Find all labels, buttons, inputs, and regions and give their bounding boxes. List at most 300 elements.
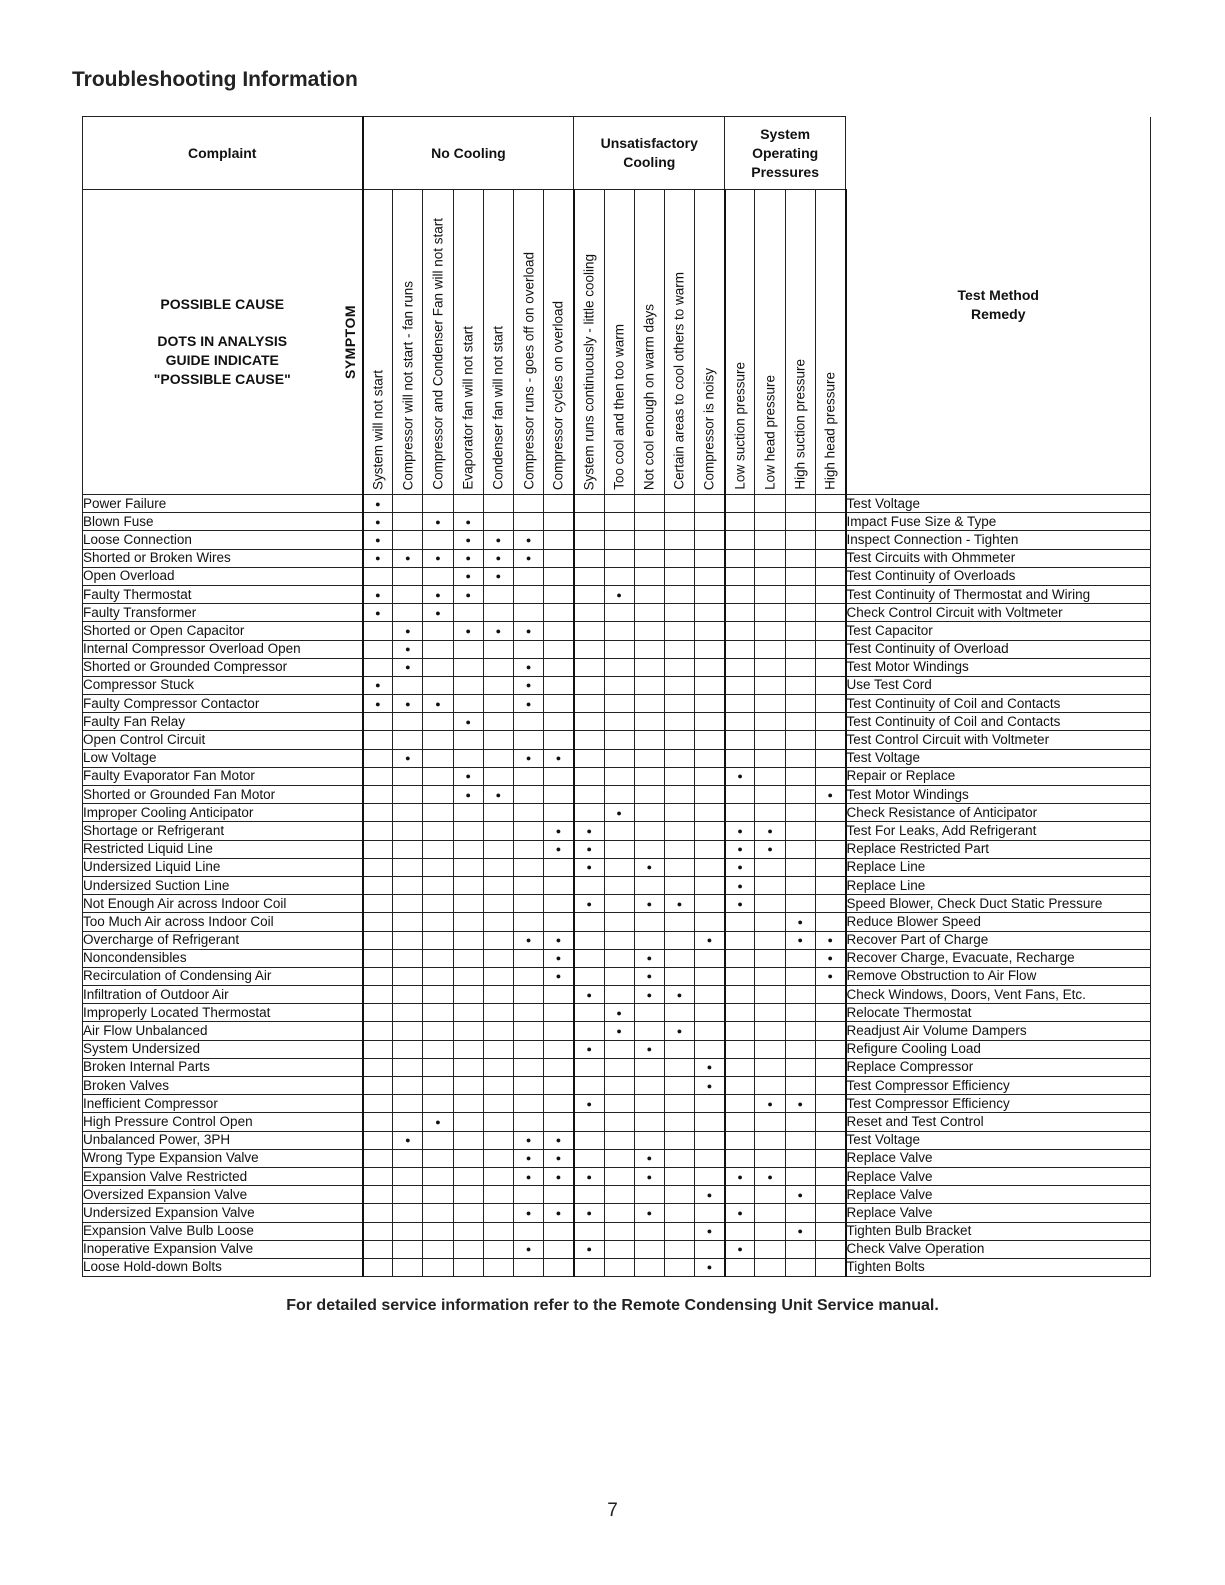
empty-cell: [634, 913, 664, 931]
empty-cell: [483, 731, 513, 749]
cause-dot: ●: [453, 713, 483, 731]
symptom-header: [393, 190, 423, 495]
empty-cell: [725, 1058, 755, 1076]
group-header: System Operating Pressures: [725, 117, 846, 190]
empty-cell: [634, 513, 664, 531]
cause-dot: ●: [574, 1167, 604, 1185]
empty-cell: [755, 876, 785, 894]
symptom-header: [664, 190, 694, 495]
empty-cell: [393, 585, 423, 603]
empty-cell: [363, 822, 393, 840]
empty-cell: [695, 549, 725, 567]
header-row: [83, 117, 1151, 190]
empty-cell: [725, 949, 755, 967]
empty-cell: [423, 967, 453, 985]
cause-dot: ●: [513, 1131, 543, 1149]
empty-cell: [544, 658, 574, 676]
empty-cell: [453, 913, 483, 931]
cause-dot: ●: [544, 1149, 574, 1167]
empty-cell: [483, 1095, 513, 1113]
symptom-label: SYMPTOM: [341, 304, 358, 380]
empty-cell: [574, 1077, 604, 1095]
empty-cell: [785, 967, 815, 985]
table-row: [83, 931, 1151, 949]
empty-cell: [634, 1240, 664, 1258]
empty-cell: [483, 1058, 513, 1076]
cause-dot: ●: [604, 804, 634, 822]
empty-cell: [363, 1258, 393, 1276]
empty-cell: [544, 1186, 574, 1204]
empty-cell: [453, 1095, 483, 1113]
empty-cell: [604, 1113, 634, 1131]
empty-cell: [423, 895, 453, 913]
empty-cell: [544, 804, 574, 822]
empty-cell: [725, 1113, 755, 1131]
empty-cell: [604, 1258, 634, 1276]
empty-cell: [785, 949, 815, 967]
empty-cell: [815, 1040, 845, 1058]
empty-cell: [634, 1222, 664, 1240]
empty-cell: [785, 986, 815, 1004]
symptom-label-text: Evaporator fan will not start: [460, 326, 476, 490]
empty-cell: [423, 804, 453, 822]
empty-cell: [393, 731, 423, 749]
empty-cell: [393, 713, 423, 731]
empty-cell: [664, 622, 694, 640]
remedy-cell: Test Continuity of Coil and Contacts: [846, 713, 1151, 731]
empty-cell: [544, 1095, 574, 1113]
empty-cell: [363, 1040, 393, 1058]
cause-cell: Shortage or Refrigerant: [83, 822, 363, 840]
remedy-cell: Replace Line: [846, 876, 1151, 894]
empty-cell: [483, 713, 513, 731]
empty-cell: [725, 495, 755, 513]
cause-dot: ●: [695, 1186, 725, 1204]
empty-cell: [483, 676, 513, 694]
cause-cell: Faulty Thermostat: [83, 585, 363, 603]
cause-dot: ●: [755, 1167, 785, 1185]
empty-cell: [544, 604, 574, 622]
empty-cell: [695, 876, 725, 894]
empty-cell: [785, 1040, 815, 1058]
empty-cell: [695, 858, 725, 876]
cause-dot: ●: [574, 858, 604, 876]
empty-cell: [453, 1004, 483, 1022]
empty-cell: [513, 986, 543, 1004]
cause-dot: ●: [544, 749, 574, 767]
cause-cell: Undersized Liquid Line: [83, 858, 363, 876]
empty-cell: [785, 1240, 815, 1258]
empty-cell: [695, 604, 725, 622]
cause-dot: ●: [785, 913, 815, 931]
empty-cell: [695, 1095, 725, 1113]
empty-cell: [785, 767, 815, 785]
empty-cell: [574, 585, 604, 603]
empty-cell: [755, 1258, 785, 1276]
symptom-label-text: Too cool and then too warm: [611, 324, 627, 490]
empty-cell: [363, 1131, 393, 1149]
empty-cell: [544, 1258, 574, 1276]
empty-cell: [815, 876, 845, 894]
table-row: [83, 1149, 1151, 1167]
remedy-cell: Inspect Connection - Tighten: [846, 531, 1151, 549]
empty-cell: [725, 1149, 755, 1167]
empty-cell: [393, 1058, 423, 1076]
cause-cell: Undersized Suction Line: [83, 876, 363, 894]
cause-cell: Compressor Stuck: [83, 676, 363, 694]
table-row: [83, 804, 1151, 822]
empty-cell: [725, 676, 755, 694]
possible-cause-line: "POSSIBLE CAUSE": [153, 371, 291, 387]
empty-cell: [483, 1186, 513, 1204]
empty-cell: [513, 895, 543, 913]
empty-cell: [815, 1186, 845, 1204]
empty-cell: [785, 1204, 815, 1222]
cause-dot: ●: [393, 749, 423, 767]
cause-dot: ●: [725, 858, 755, 876]
empty-cell: [755, 495, 785, 513]
cause-cell: Expansion Valve Restricted: [83, 1167, 363, 1185]
empty-cell: [604, 676, 634, 694]
empty-cell: [453, 1058, 483, 1076]
empty-cell: [513, 840, 543, 858]
empty-cell: [755, 895, 785, 913]
empty-cell: [785, 1113, 815, 1131]
empty-cell: [423, 1022, 453, 1040]
troubleshooting-table: [82, 116, 1151, 1277]
cause-cell: Inoperative Expansion Valve: [83, 1240, 363, 1258]
empty-cell: [453, 931, 483, 949]
cause-cell: Shorted or Open Capacitor: [83, 622, 363, 640]
empty-cell: [755, 658, 785, 676]
cause-dot: ●: [634, 858, 664, 876]
empty-cell: [725, 513, 755, 531]
empty-cell: [544, 1240, 574, 1258]
empty-cell: [544, 1022, 574, 1040]
empty-cell: [393, 1004, 423, 1022]
empty-cell: [815, 986, 845, 1004]
empty-cell: [544, 640, 574, 658]
empty-cell: [393, 513, 423, 531]
empty-cell: [544, 986, 574, 1004]
empty-cell: [664, 495, 694, 513]
empty-cell: [363, 1022, 393, 1040]
empty-cell: [423, 1095, 453, 1113]
remedy-cell: Check Control Circuit with Voltmeter: [846, 604, 1151, 622]
empty-cell: [664, 1240, 694, 1258]
empty-cell: [695, 804, 725, 822]
empty-cell: [544, 695, 574, 713]
empty-cell: [755, 931, 785, 949]
symptom-header: [755, 190, 785, 495]
cause-dot: ●: [725, 895, 755, 913]
table-row: [83, 967, 1151, 985]
empty-cell: [423, 1240, 453, 1258]
empty-cell: [574, 731, 604, 749]
empty-cell: [815, 495, 845, 513]
empty-cell: [483, 1022, 513, 1040]
empty-cell: [815, 1204, 845, 1222]
empty-cell: [574, 658, 604, 676]
empty-cell: [785, 731, 815, 749]
possible-cause-header: [83, 190, 363, 495]
table-row: [83, 695, 1151, 713]
empty-cell: [544, 495, 574, 513]
empty-cell: [423, 986, 453, 1004]
cause-dot: ●: [363, 531, 393, 549]
empty-cell: [664, 876, 694, 894]
empty-cell: [393, 895, 423, 913]
cause-dot: ●: [453, 622, 483, 640]
empty-cell: [695, 567, 725, 585]
empty-cell: [664, 767, 694, 785]
empty-cell: [755, 1022, 785, 1040]
empty-cell: [634, 786, 664, 804]
empty-cell: [695, 840, 725, 858]
empty-cell: [363, 1113, 393, 1131]
empty-cell: [513, 913, 543, 931]
empty-cell: [664, 1186, 694, 1204]
empty-cell: [574, 604, 604, 622]
empty-cell: [604, 1149, 634, 1167]
empty-cell: [423, 1149, 453, 1167]
table-row: [83, 1022, 1151, 1040]
table-row: [83, 1167, 1151, 1185]
remedy-cell: Speed Blower, Check Duct Static Pressure: [846, 895, 1151, 913]
cause-cell: Internal Compressor Overload Open: [83, 640, 363, 658]
cause-dot: ●: [604, 585, 634, 603]
empty-cell: [423, 731, 453, 749]
cause-dot: ●: [574, 1095, 604, 1113]
empty-cell: [483, 1167, 513, 1185]
empty-cell: [453, 967, 483, 985]
group-header: No Cooling: [363, 117, 574, 190]
empty-cell: [755, 640, 785, 658]
cause-dot: ●: [483, 622, 513, 640]
empty-cell: [664, 713, 694, 731]
empty-cell: [815, 1058, 845, 1076]
empty-cell: [785, 1167, 815, 1185]
page-title: Troubleshooting Information: [72, 68, 358, 91]
cause-cell: Too Much Air across Indoor Coil: [83, 913, 363, 931]
empty-cell: [604, 1240, 634, 1258]
table-row: [83, 585, 1151, 603]
empty-cell: [634, 1077, 664, 1095]
table-row: [83, 622, 1151, 640]
empty-cell: [423, 1258, 453, 1276]
cause-cell: Faulty Compressor Contactor: [83, 695, 363, 713]
empty-cell: [483, 695, 513, 713]
empty-cell: [695, 1040, 725, 1058]
empty-cell: [574, 1131, 604, 1149]
cause-cell: Faulty Transformer: [83, 604, 363, 622]
empty-cell: [634, 1113, 664, 1131]
empty-cell: [755, 531, 785, 549]
empty-cell: [363, 1058, 393, 1076]
remedy-cell: Replace Valve: [846, 1186, 1151, 1204]
table-row: [83, 1113, 1151, 1131]
cause-dot: ●: [513, 531, 543, 549]
empty-cell: [695, 585, 725, 603]
cause-cell: Broken Valves: [83, 1077, 363, 1095]
cause-dot: ●: [725, 1204, 755, 1222]
cause-dot: ●: [574, 986, 604, 1004]
empty-cell: [815, 895, 845, 913]
cause-dot: ●: [725, 840, 755, 858]
empty-cell: [634, 713, 664, 731]
cause-dot: ●: [453, 549, 483, 567]
remedy-cell: Reset and Test Control: [846, 1113, 1151, 1131]
empty-cell: [393, 786, 423, 804]
cause-dot: ●: [393, 549, 423, 567]
empty-cell: [664, 585, 694, 603]
empty-cell: [604, 713, 634, 731]
table-row: [83, 1095, 1151, 1113]
empty-cell: [755, 695, 785, 713]
cause-dot: ●: [785, 1186, 815, 1204]
table-row: [83, 731, 1151, 749]
empty-cell: [725, 804, 755, 822]
empty-cell: [423, 1004, 453, 1022]
empty-cell: [363, 804, 393, 822]
empty-cell: [785, 640, 815, 658]
empty-cell: [483, 585, 513, 603]
empty-cell: [815, 1149, 845, 1167]
possible-cause-line: GUIDE INDICATE: [165, 352, 279, 368]
empty-cell: [634, 840, 664, 858]
empty-cell: [725, 731, 755, 749]
empty-cell: [695, 1022, 725, 1040]
cause-dot: ●: [363, 549, 393, 567]
table-row: [83, 895, 1151, 913]
empty-cell: [785, 676, 815, 694]
empty-cell: [544, 731, 574, 749]
empty-cell: [483, 767, 513, 785]
remedy-cell: Replace Valve: [846, 1204, 1151, 1222]
empty-cell: [513, 640, 543, 658]
empty-cell: [453, 822, 483, 840]
empty-cell: [634, 676, 664, 694]
empty-cell: [423, 658, 453, 676]
empty-cell: [755, 1113, 785, 1131]
empty-cell: [393, 1222, 423, 1240]
empty-cell: [604, 1077, 634, 1095]
empty-cell: [453, 858, 483, 876]
empty-cell: [695, 731, 725, 749]
empty-cell: [725, 1095, 755, 1113]
cause-dot: ●: [363, 585, 393, 603]
empty-cell: [574, 676, 604, 694]
cause-dot: ●: [513, 1167, 543, 1185]
empty-cell: [695, 513, 725, 531]
empty-cell: [574, 786, 604, 804]
cause-cell: Faulty Evaporator Fan Motor: [83, 767, 363, 785]
cause-cell: Noncondensibles: [83, 949, 363, 967]
empty-cell: [755, 1240, 785, 1258]
empty-cell: [363, 1167, 393, 1185]
cause-dot: ●: [393, 658, 423, 676]
table-row: [83, 840, 1151, 858]
empty-cell: [604, 731, 634, 749]
cause-cell: Improperly Located Thermostat: [83, 1004, 363, 1022]
cause-dot: ●: [664, 1022, 694, 1040]
table-row: [83, 658, 1151, 676]
footer-note: For detailed service information refer to the Remote Condensing Unit Service manual.: [286, 1297, 939, 1314]
empty-cell: [544, 786, 574, 804]
empty-cell: [695, 895, 725, 913]
empty-cell: [574, 949, 604, 967]
empty-cell: [725, 1258, 755, 1276]
cause-cell: Shorted or Broken Wires: [83, 549, 363, 567]
empty-cell: [725, 585, 755, 603]
symptom-header: [453, 190, 483, 495]
empty-cell: [363, 1204, 393, 1222]
remedy-cell: Test Voltage: [846, 1131, 1151, 1149]
empty-cell: [755, 858, 785, 876]
empty-cell: [363, 713, 393, 731]
empty-cell: [604, 658, 634, 676]
empty-cell: [755, 567, 785, 585]
empty-cell: [785, 1258, 815, 1276]
empty-cell: [513, 1040, 543, 1058]
empty-cell: [664, 1004, 694, 1022]
cause-cell: Inefficient Compressor: [83, 1095, 363, 1113]
cause-dot: ●: [574, 1204, 604, 1222]
remedy-cell: Replace Valve: [846, 1149, 1151, 1167]
empty-cell: [755, 1077, 785, 1095]
cause-cell: Expansion Valve Bulb Loose: [83, 1222, 363, 1240]
empty-cell: [755, 1131, 785, 1149]
empty-cell: [725, 640, 755, 658]
cause-dot: ●: [725, 1167, 755, 1185]
cause-dot: ●: [695, 1258, 725, 1276]
remedy-cell: Check Valve Operation: [846, 1240, 1151, 1258]
empty-cell: [634, 604, 664, 622]
cause-dot: ●: [513, 658, 543, 676]
symptom-label-text: Low suction pressure: [732, 362, 748, 490]
empty-cell: [423, 713, 453, 731]
cause-dot: ●: [544, 931, 574, 949]
empty-cell: [664, 931, 694, 949]
empty-cell: [634, 495, 664, 513]
cause-dot: ●: [453, 767, 483, 785]
cause-dot: ●: [453, 567, 483, 585]
cause-cell: Low Voltage: [83, 749, 363, 767]
empty-cell: [604, 913, 634, 931]
remedy-cell: Replace Restricted Part: [846, 840, 1151, 858]
method-header: [846, 117, 1151, 495]
empty-cell: [815, 822, 845, 840]
cause-dot: ●: [363, 676, 393, 694]
empty-cell: [483, 1222, 513, 1240]
empty-cell: [755, 949, 785, 967]
empty-cell: [755, 731, 785, 749]
empty-cell: [544, 913, 574, 931]
symptom-label-text: Low head pressure: [762, 375, 778, 490]
symptom-header: [785, 190, 815, 495]
empty-cell: [513, 731, 543, 749]
cause-cell: Shorted or Grounded Compressor: [83, 658, 363, 676]
empty-cell: [815, 858, 845, 876]
empty-cell: [815, 1240, 845, 1258]
empty-cell: [634, 876, 664, 894]
empty-cell: [574, 1186, 604, 1204]
cause-dot: ●: [513, 1240, 543, 1258]
empty-cell: [634, 931, 664, 949]
cause-dot: ●: [423, 513, 453, 531]
empty-cell: [785, 1022, 815, 1040]
table-row: [83, 604, 1151, 622]
